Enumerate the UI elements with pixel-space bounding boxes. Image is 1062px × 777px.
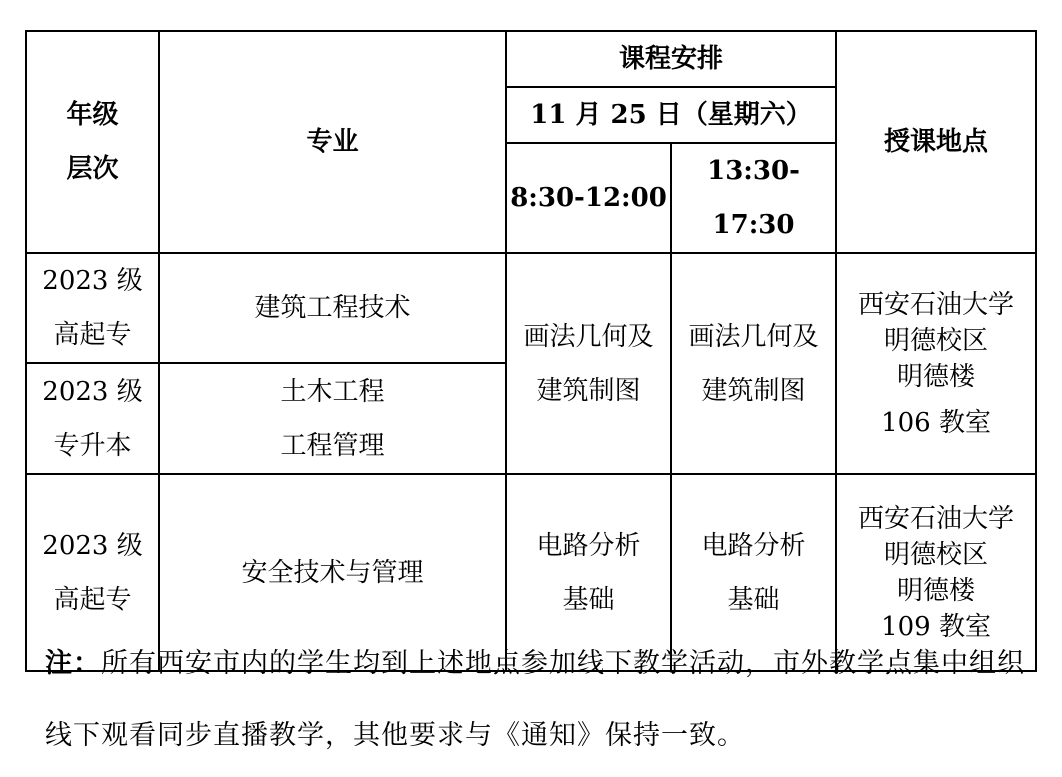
course-line: 画法几何及	[523, 321, 654, 352]
location-line: 明德楼	[897, 361, 976, 392]
note-label: 注：	[45, 648, 101, 679]
location-line: 109 教室	[881, 611, 991, 642]
major-line: 工程管理	[280, 430, 385, 461]
course-line: 电路分析	[536, 530, 641, 561]
course-cell-afternoon	[671, 253, 836, 474]
grade-cell	[26, 363, 159, 474]
course-line: 建筑制图	[536, 375, 641, 406]
major-line: 建筑工程技术	[254, 293, 411, 323]
header-grade-line2: 层次	[66, 154, 119, 184]
location-line: 明德校区	[884, 539, 989, 570]
course-line: 电路分析	[701, 530, 806, 561]
major-line: 安全技术与管理	[241, 557, 424, 588]
course-line: 基础	[562, 584, 615, 615]
header-major: 专业	[159, 31, 506, 253]
major-line: 土木工程	[280, 376, 385, 407]
header-location: 授课地点	[836, 31, 1036, 253]
header-course-schedule: 课程安排	[506, 31, 836, 87]
grade-line: 高起专	[53, 584, 132, 615]
grade-line: 2023 级	[42, 266, 143, 296]
location-line: 106 教室	[881, 407, 991, 438]
schedule-table	[25, 30, 1037, 672]
location-line: 明德校区	[884, 325, 989, 356]
grade-line: 高起专	[53, 320, 132, 350]
course-cell-morning	[506, 253, 671, 474]
course-line: 基础	[727, 584, 780, 615]
header-date: 11 月 25 日（星期六）	[506, 87, 836, 143]
grade-line: 专升本	[53, 430, 132, 461]
location-line: 西安石油大学	[858, 289, 1015, 320]
course-line: 建筑制图	[701, 375, 806, 406]
major-cell	[159, 253, 506, 363]
location-line: 明德楼	[897, 575, 976, 606]
header-time-afternoon: 13:30-17:30	[671, 143, 836, 253]
course-line: 画法几何及	[688, 321, 819, 352]
major-cell	[159, 363, 506, 474]
footnote	[45, 628, 1035, 772]
grade-line: 2023 级	[42, 530, 143, 561]
header-grade-line1: 年级	[66, 100, 119, 130]
header-time-morning: 8:30-12:00	[506, 143, 671, 253]
location-cell	[836, 253, 1036, 474]
location-line: 西安石油大学	[858, 503, 1015, 534]
grade-line: 2023 级	[42, 376, 143, 407]
grade-cell	[26, 253, 159, 363]
header-grade-level	[26, 31, 159, 253]
note-text: 所有西安市内的学生均到上述地点参加线下教学活动，市外教学点集中组织线下观看同步直播教学，其他要求与《通知》保持一致。	[45, 648, 1025, 751]
